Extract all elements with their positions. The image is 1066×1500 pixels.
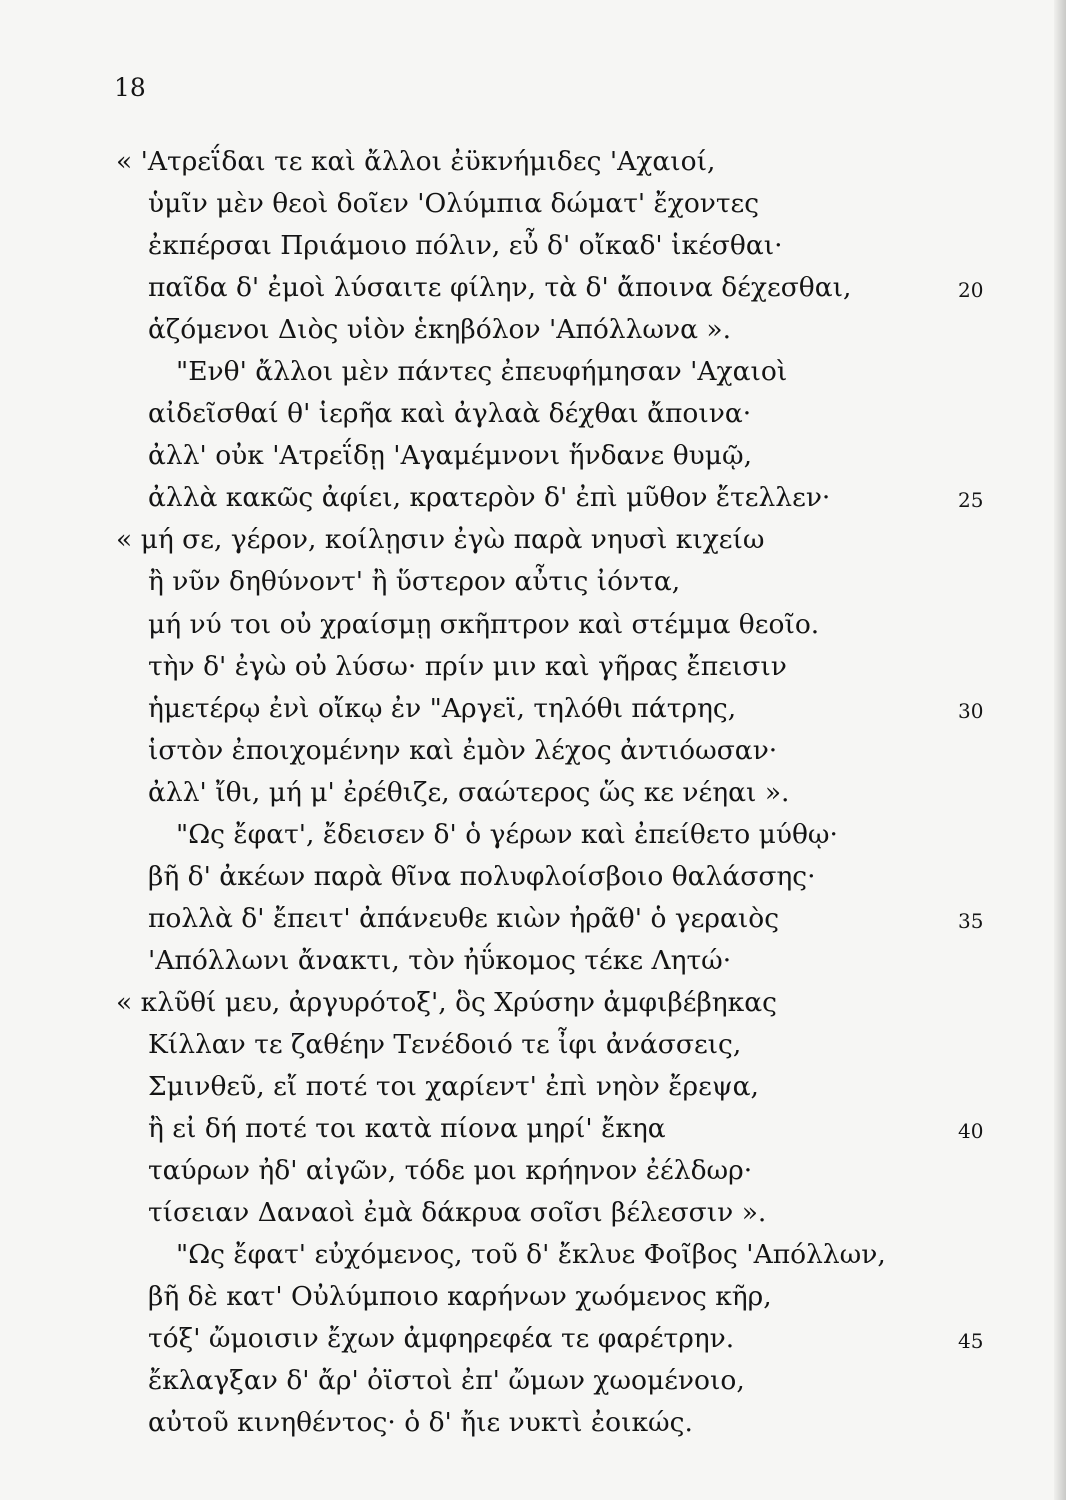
- verse-line: [0, 730, 1066, 772]
- verse-text: αὐτοῦ κινηθέντος· ὁ δ' ἤιε νυκτὶ ἐοικώς.: [148, 1407, 693, 1439]
- verse-text: αἰδεῖσθαί θ' ἱερῆα καὶ ἀγλαὰ δέχθαι ἄποινα·: [148, 398, 752, 430]
- verse-text: « 'Ατρεΐδαι τε καὶ ἄλλοι ἐϋκνήμιδες 'Αχαιοί,: [116, 146, 716, 177]
- verse-line: [0, 1108, 1066, 1150]
- verse-line: [0, 267, 1066, 309]
- verse-line: [0, 477, 1066, 519]
- verse-line: [0, 688, 1066, 730]
- verse-text: πολλὰ δ' ἔπειτ' ἀπάνευθε κιὼν ἠρᾶθ' ὁ γεραιὸς: [148, 902, 780, 934]
- line-number: 30: [958, 698, 984, 723]
- page-edge-shadow: [1054, 0, 1066, 1500]
- verse-line: [0, 1318, 1066, 1360]
- verse-text: ἔκλαγξαν δ' ἄρ' ὀϊστοὶ ἐπ' ὤμων χωομένοιο,: [148, 1365, 745, 1397]
- line-number: 20: [958, 278, 984, 303]
- verse-text: ἢ εἰ δή ποτέ τοι κατὰ πίονα μηρί' ἔκηα: [148, 1113, 666, 1145]
- verse-text: Κίλλαν τε ζαθέην Τενέδοιό τε ἶφι ἀνάσσεις,: [148, 1028, 742, 1060]
- verse-text: ἐκπέρσαι Πριάμοιο πόλιν, εὖ δ' οἴκαδ' ἱκέσθαι·: [148, 230, 783, 262]
- verse-text: ταύρων ἠδ' αἰγῶν, τόδε μοι κρήηνον ἐέλδωρ·: [148, 1155, 753, 1187]
- line-number: 45: [958, 1329, 984, 1354]
- verse-line: [0, 225, 1066, 267]
- verse-text: παῖδα δ' ἐμοὶ λύσαιτε φίλην, τὰ δ' ἄποινα δέχεσθαι,: [148, 272, 852, 304]
- verse-line: [0, 183, 1066, 225]
- verse-text: 'Απόλλωνι ἄνακτι, τὸν ἠΰκομος τέκε Λητώ·: [148, 944, 732, 976]
- verse-text: τίσειαν Δαναοὶ ἐμὰ δάκρυα σοῖσι βέλεσσιν ».: [148, 1197, 767, 1229]
- verse-line: [0, 982, 1066, 1024]
- verse-line: [0, 561, 1066, 603]
- line-number: 35: [958, 908, 984, 933]
- verse-line: [0, 1024, 1066, 1066]
- verse-line: [0, 856, 1066, 898]
- verse-text: « κλῦθί μευ, ἀργυρότοξ', ὃς Χρύσην ἀμφιβέβηκας: [116, 986, 777, 1018]
- verse-text: ἡμετέρῳ ἐνὶ οἴκῳ ἐν "Αργεϊ, τηλόθι πάτρης,: [148, 692, 737, 724]
- verse-text: τὴν δ' ἐγὼ οὐ λύσω· πρίν μιν καὶ γῆρας ἔπεισιν: [148, 650, 787, 682]
- verse-text: ἀλλ' ἴθι, μή μ' ἐρέθιζε, σαώτερος ὥς κε νέηαι ».: [148, 776, 790, 808]
- verse-line: [0, 141, 1066, 183]
- verse-line: [0, 1276, 1066, 1318]
- verse-line: [0, 351, 1066, 393]
- verse-text: ἱστὸν ἐποιχομένην καὶ ἐμὸν λέχος ἀντιόωσαν·: [148, 734, 778, 766]
- line-number: 40: [958, 1119, 984, 1144]
- verse-text: ἀλλ' οὐκ 'Ατρεΐδῃ 'Αγαμέμνονι ἥνδανε θυμῷ,: [148, 440, 753, 472]
- verse-line: [0, 646, 1066, 688]
- page-number: 18: [114, 73, 146, 102]
- verse-line: [0, 309, 1066, 351]
- verse-text: μή νύ τοι οὐ χραίσμῃ σκῆπτρον καὶ στέμμα θεοῖο.: [148, 608, 820, 640]
- verse-line: [0, 1402, 1066, 1444]
- verse-text: "Ως ἔφατ' εὐχόμενος, τοῦ δ' ἔκλυε Φοῖβος 'Απόλλων,: [176, 1239, 886, 1271]
- verse-text: ἀλλὰ κακῶς ἀφίει, κρατερὸν δ' ἐπὶ μῦθον ἔτελλεν·: [148, 482, 831, 514]
- verse-line: [0, 772, 1066, 814]
- verse-line: [0, 1234, 1066, 1276]
- verse-line: [0, 604, 1066, 646]
- verse-line: [0, 393, 1066, 435]
- verse-line: [0, 435, 1066, 477]
- verse-text: βῆ δὲ κατ' Οὐλύμποιο καρήνων χωόμενος κῆρ,: [148, 1281, 772, 1313]
- verse-line: [0, 1150, 1066, 1192]
- verse-line: [0, 1066, 1066, 1108]
- verse-line: [0, 898, 1066, 940]
- verse-text: ὑμῖν μὲν θεοὶ δοῖεν 'Ολύμπια δώματ' ἔχοντες: [148, 188, 760, 220]
- verse-text: τόξ' ὤμοισιν ἔχων ἀμφηρεφέα τε φαρέτρην.: [148, 1323, 735, 1355]
- verse-text: βῆ δ' ἀκέων παρὰ θῖνα πολυφλοίσβοιο θαλάσσης·: [148, 860, 816, 892]
- verse-line: [0, 519, 1066, 561]
- verse-line: [0, 940, 1066, 982]
- verse-text: "Ενθ' ἄλλοι μὲν πάντες ἐπευφήμησαν 'Αχαιοὶ: [176, 356, 788, 388]
- verse-text: « μή σε, γέρον, κοίλῃσιν ἐγὼ παρὰ νηυσὶ κιχείω: [116, 524, 765, 556]
- verse-line: [0, 1360, 1066, 1402]
- line-number: 25: [958, 488, 984, 513]
- verse-text: Σμινθεῦ, εἴ ποτέ τοι χαρίεντ' ἐπὶ νηὸν ἔρεψα,: [148, 1071, 759, 1103]
- verse-line: [0, 1192, 1066, 1234]
- verse-text: "Ως ἔφατ', ἔδεισεν δ' ὁ γέρων καὶ ἐπείθετο μύθῳ·: [176, 818, 838, 850]
- verse-text: ἁζόμενοι Διὸς υἱὸν ἑκηβόλον 'Απόλλωνα ».: [148, 314, 732, 346]
- verse-text: ἢ νῦν δηθύνοντ' ἢ ὕστερον αὖτις ἰόντα,: [148, 566, 681, 598]
- verse-line: [0, 814, 1066, 856]
- verse-block: [0, 141, 1066, 1444]
